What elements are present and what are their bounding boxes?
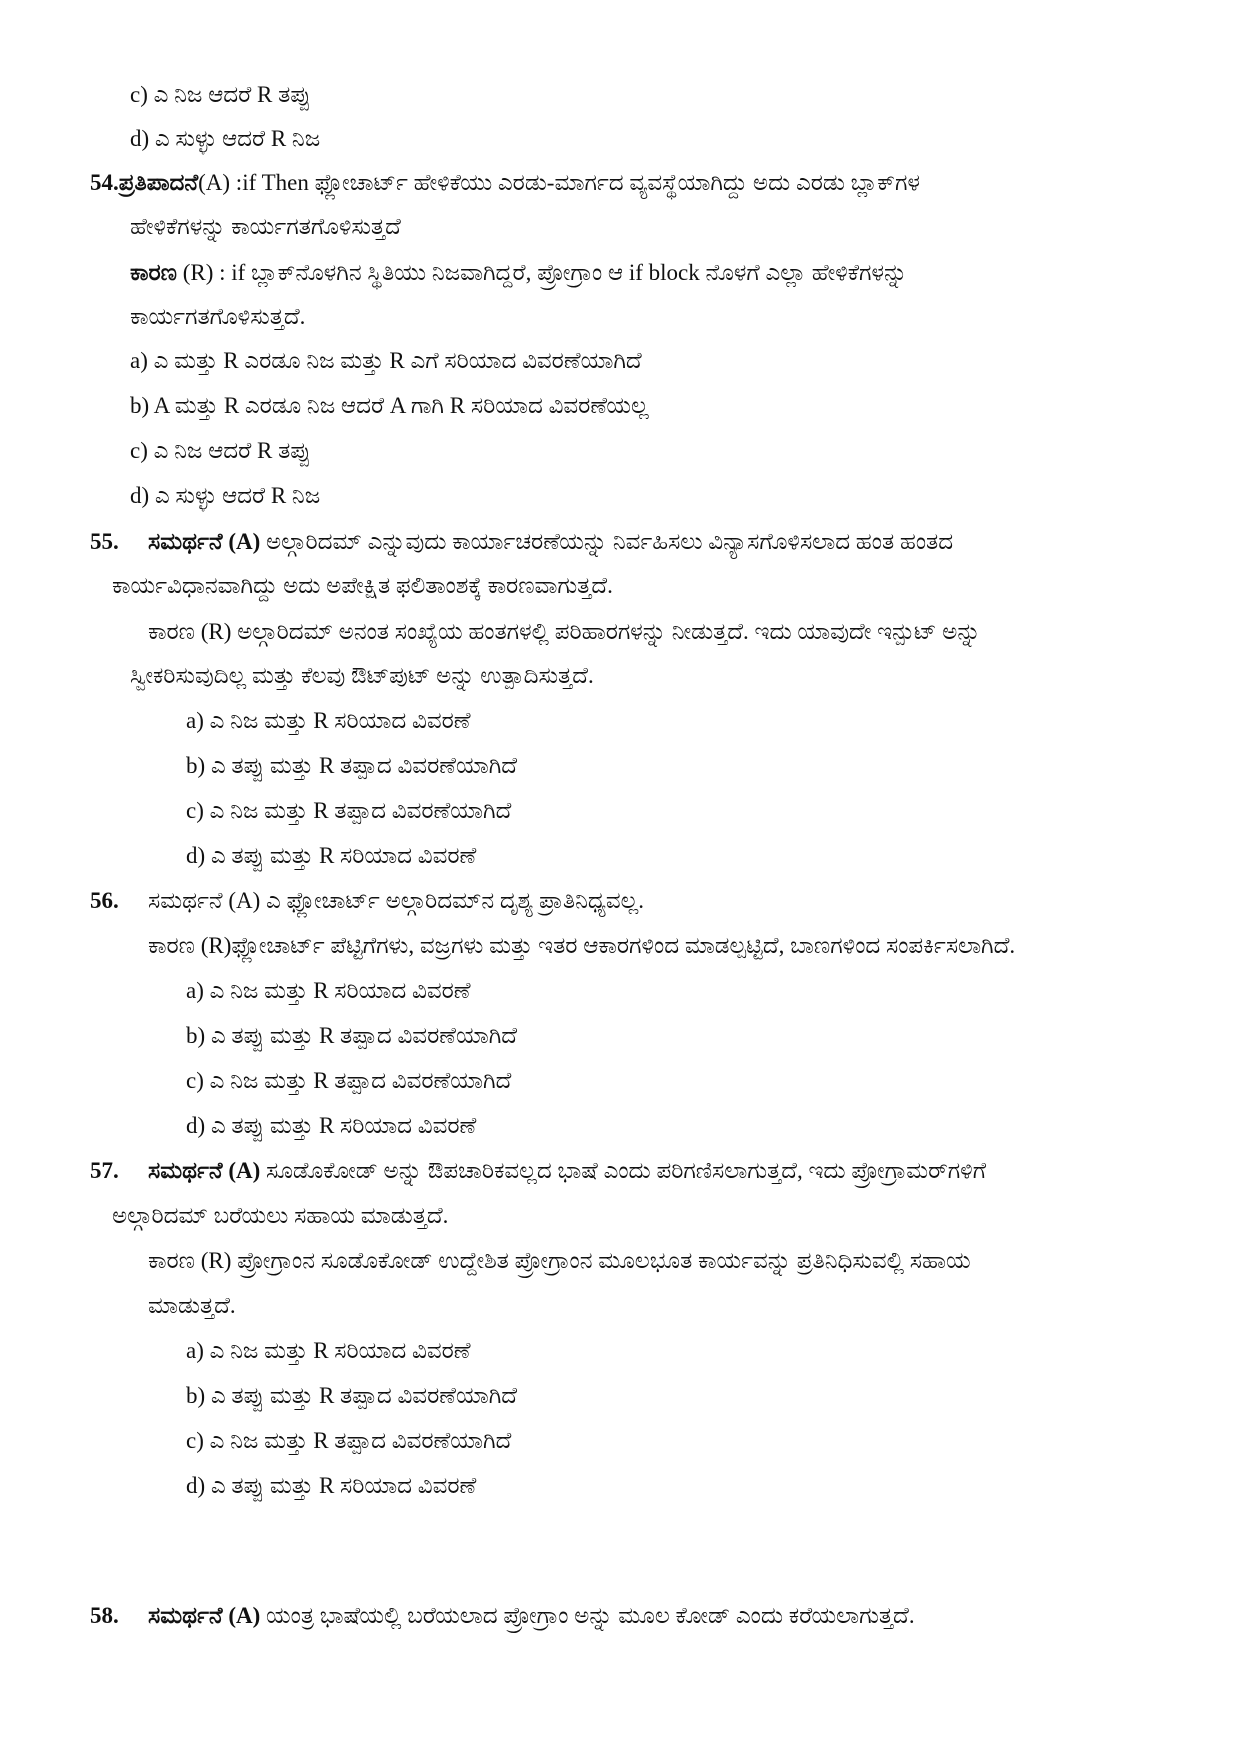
question-56-option-a: a) ಎ ನಿಜ ಮತ್ತು R ಸರಿಯಾದ ವಿವರಣೆ xyxy=(186,978,471,1003)
question-number: 54. xyxy=(90,170,119,195)
prev-option-d: d) ಎ ಸುಳ್ಳು ಆದರೆ R ನಿಜ xyxy=(130,126,321,151)
question-55-option-d: d) ಎ ತಪ್ಪು ಮತ್ತು R ಸರಿಯಾದ ವಿವರಣೆ xyxy=(186,843,477,868)
assertion-text: ಯಂತ್ರ ಭಾಷೆಯಲ್ಲಿ ಬರೆಯಲಾದ ಪ್ರೋಗ್ರಾಂ ಅನ್ನು ಮೂಲ ಕೋಡ್ ಎಂದು ಕರೆಯಲಾಗುತ್ತದೆ. xyxy=(260,1603,915,1628)
assertion-label: ಪ್ರತಿಪಾದನೆ xyxy=(118,170,199,195)
question-57-option-a: a) ಎ ನಿಜ ಮತ್ತು R ಸರಿಯಾದ ವಿವರಣೆ xyxy=(186,1338,471,1363)
question-57-line-2: ಅಲ್ಗಾರಿದಮ್ ಬರೆಯಲು ಸಹಾಯ ಮಾಡುತ್ತದೆ. xyxy=(112,1203,449,1228)
question-54-line-1 xyxy=(90,168,920,198)
question-number: 55. xyxy=(90,529,119,554)
question-56-option-b: b) ಎ ತಪ್ಪು ಮತ್ತು R ತಪ್ಪಾದ ವಿವರಣೆಯಾಗಿದೆ xyxy=(186,1023,518,1048)
question-54-option-c: c) ಎ ನಿಜ ಆದರೆ R ತಪ್ಪು xyxy=(130,438,311,463)
question-57-option-d: d) ಎ ತಪ್ಪು ಮತ್ತು R ಸರಿಯಾದ ವಿವರಣೆ xyxy=(186,1473,477,1498)
question-56-line-1 xyxy=(90,886,644,916)
assertion-label: ಸಮರ್ಥನೆ (A) xyxy=(148,1603,261,1628)
question-55-line-2: ಕಾರ್ಯವಿಧಾನವಾಗಿದ್ದು ಅದು ಅಪೇಕ್ಷಿತ ಫಲಿತಾಂಶಕ್ಕೆ ಕಾರಣವಾಗುತ್ತದೆ. xyxy=(112,573,613,598)
reason-text: (R) : if ಬ್ಲಾಕ್‌ನೊಳಗಿನ ಸ್ಥಿತಿಯು ನಿಜವಾಗಿದ್ದರೆ, ಪ್ರೋಗ್ರಾಂ ಆ if block ನೊಳಗೆ ಎಲ್ಲಾ ಹೇಳಿಕೆಗಳನ್ನು xyxy=(176,260,908,285)
question-55-reason-line-1: ಕಾರಣ (R) ಅಲ್ಗಾರಿದಮ್ ಅನಂತ ಸಂಖ್ಯೆಯ ಹಂತಗಳಲ್ಲಿ ಪರಿಹಾರಗಳನ್ನು ನೀಡುತ್ತದೆ. ಇದು ಯಾವುದೇ ಇನ್ಪುಟ್ ಅನ್ನು xyxy=(148,619,981,644)
question-55-option-b: b) ಎ ತಪ್ಪು ಮತ್ತು R ತಪ್ಪಾದ ವಿವರಣೆಯಾಗಿದೆ xyxy=(186,753,518,778)
assertion-text: ಸೂಡೊಕೋಡ್ ಅನ್ನು ಔಪಚಾರಿಕವಲ್ಲದ ಭಾಷೆ ಎಂದು ಪರಿಗಣಿಸಲಾಗುತ್ತದೆ, ಇದು ಪ್ರೋಗ್ರಾಮರ್‌ಗಳಿಗೆ xyxy=(260,1158,987,1183)
question-58-line-1 xyxy=(90,1601,915,1631)
question-57-reason-line-2: ಮಾಡುತ್ತದೆ. xyxy=(148,1293,236,1318)
reason-label: ಕಾರಣ xyxy=(130,260,177,285)
question-55-option-c: c) ಎ ನಿಜ ಮತ್ತು R ತಪ್ಪಾದ ವಿವರಣೆಯಾಗಿದೆ xyxy=(186,798,512,823)
question-54-line-2: ಹೇಳಿಕೆಗಳನ್ನು ಕಾರ್ಯಗತಗೊಳಿಸುತ್ತದೆ xyxy=(130,214,401,239)
assertion-label: ಸಮರ್ಥನೆ (A) xyxy=(148,1158,261,1183)
question-54-reason-line-1 xyxy=(130,258,907,288)
question-56-option-d: d) ಎ ತಪ್ಪು ಮತ್ತು R ಸರಿಯಾದ ವಿವರಣೆ xyxy=(186,1113,477,1138)
question-55-line-1 xyxy=(90,527,953,557)
question-56-reason-line-1: ಕಾರಣ (R)ಫ್ಲೋಚಾರ್ಟ್ ಪೆಟ್ಟಿಗೆಗಳು, ವಜ್ರಗಳು ಮತ್ತು ಇತರ ಆಕಾರಗಳಿಂದ ಮಾಡಲ್ಪಟ್ಟಿದೆ, ಬಾಣಗಳಿಂದ ಸಂಪರ್ಕಿಸಲಾಗಿದೆ. xyxy=(148,933,1016,958)
question-57-option-c: c) ಎ ನಿಜ ಮತ್ತು R ತಪ್ಪಾದ ವಿವರಣೆಯಾಗಿದೆ xyxy=(186,1428,512,1453)
question-55-reason-line-2: ಸ್ವೀಕರಿಸುವುದಿಲ್ಲ ಮತ್ತು ಕೆಲವು ಔಟ್‌ಪುಟ್ ಅನ್ನು ಉತ್ಪಾದಿಸುತ್ತದೆ. xyxy=(130,663,594,688)
question-54-reason-line-2: ಕಾರ್ಯಗತಗೊಳಿಸುತ್ತದೆ. xyxy=(130,304,306,329)
assertion-text: ಸಮರ್ಥನೆ (A) ಎ ಫ್ಲೋಚಾರ್ಟ್ ಅಲ್ಗಾರಿದಮ್‌ನ ದೃಶ್ಯ ಪ್ರಾತಿನಿಧ್ಯವಲ್ಲ. xyxy=(148,888,645,913)
assertion-text: ಅಲ್ಗಾರಿದಮ್ ಎನ್ನುವುದು ಕಾರ್ಯಾಚರಣೆಯನ್ನು ನಿರ್ವಹಿಸಲು ವಿನ್ಯಾಸಗೊಳಿಸಲಾದ ಹಂತ ಹಂತದ xyxy=(260,529,954,554)
question-55-option-a: a) ಎ ನಿಜ ಮತ್ತು R ಸರಿಯಾದ ವಿವರಣೆ xyxy=(186,708,471,733)
question-56-option-c: c) ಎ ನಿಜ ಮತ್ತು R ತಪ್ಪಾದ ವಿವರಣೆಯಾಗಿದೆ xyxy=(186,1068,512,1093)
question-54-option-b: b) A ಮತ್ತು R ಎರಡೂ ನಿಜ ಆದರೆ A ಗಾಗಿ R ಸರಿಯಾದ ವಿವರಣೆಯಲ್ಲ xyxy=(130,393,649,418)
question-number: 57. xyxy=(90,1158,119,1183)
question-54-option-d: d) ಎ ಸುಳ್ಳು ಆದರೆ R ನಿಜ xyxy=(130,483,321,508)
question-54-option-a: a) ಎ ಮತ್ತು R ಎರಡೂ ನಿಜ ಮತ್ತು R ಎಗೆ ಸರಿಯಾದ ವಿವರಣೆಯಾಗಿದೆ xyxy=(130,348,642,373)
question-number: 56. xyxy=(90,888,119,913)
assertion-label: ಸಮರ್ಥನೆ (A) xyxy=(148,529,261,554)
assertion-text: (A) :if Then ಫ್ಲೋಚಾರ್ಟ್ ಹೇಳಿಕೆಯು ಎರಡು-ಮಾರ್ಗದ ವ್ಯವಸ್ಥೆಯಾಗಿದ್ದು ಅದು ಎರಡು ಬ್ಲಾಕ್‌ಗಳ xyxy=(198,170,920,195)
question-number: 58. xyxy=(90,1603,119,1628)
prev-option-c: c) ಎ ನಿಜ ಆದರೆ R ತಪ್ಪು xyxy=(130,82,311,107)
question-57-reason-line-1: ಕಾರಣ (R) ಪ್ರೋಗ್ರಾಂನ ಸೂಡೊಕೋಡ್ ಉದ್ದೇಶಿತ ಪ್ರೋಗ್ರಾಂನ ಮೂಲಭೂತ ಕಾರ್ಯವನ್ನು ಪ್ರತಿನಿಧಿಸುವಲ್ಲಿ ಸಹಾಯ xyxy=(148,1248,971,1273)
question-57-line-1 xyxy=(90,1156,986,1186)
question-57-option-b: b) ಎ ತಪ್ಪು ಮತ್ತು R ತಪ್ಪಾದ ವಿವರಣೆಯಾಗಿದೆ xyxy=(186,1383,518,1408)
